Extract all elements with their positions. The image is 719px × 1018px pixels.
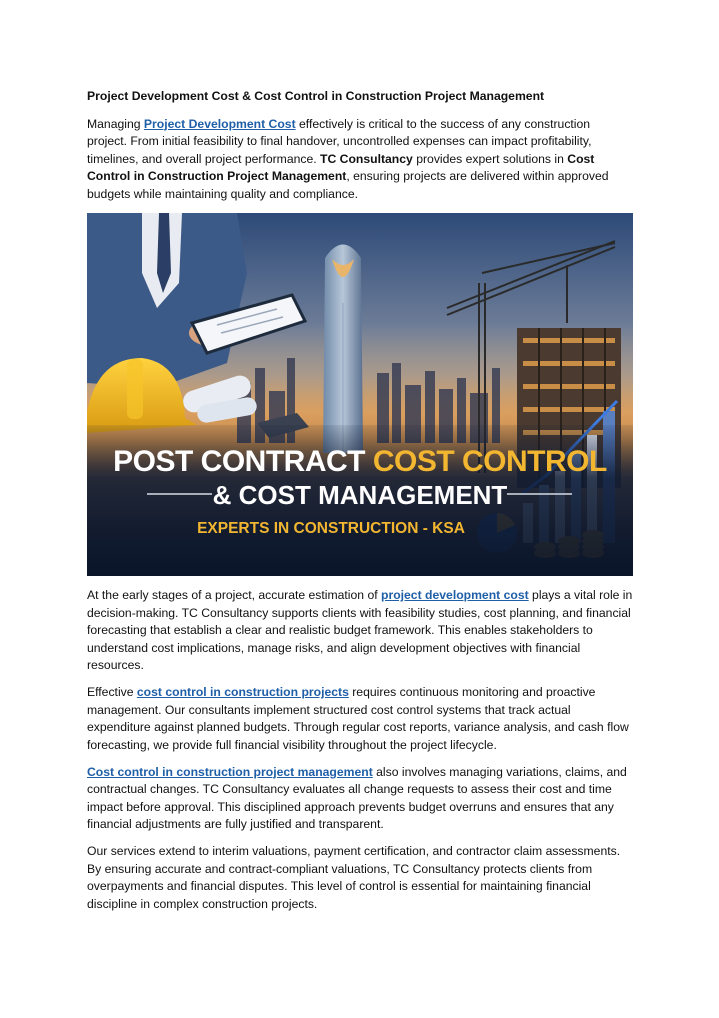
- project-development-cost-link[interactable]: Project Development Cost: [143, 116, 296, 131]
- kingdom-tower: [323, 245, 363, 454]
- page-title: Project Development Cost & Cost Control in Construction Project Management: [87, 89, 545, 103]
- banner-line1-white: POST CONTRACT: [113, 445, 373, 478]
- variations-text-1: also involves managing variations, claims, and contractual changes. TC Consultancy evaluates all change requests to assess their cost and time impact before approval. This disciplined approach prevents budget overruns and ensures that any financial adjustments are fully justified and transparent.: [87, 764, 627, 831]
- cost-control-management-link[interactable]: Cost control in construction project management: [87, 764, 373, 779]
- banner-line2: & COST MANAGEMENT: [212, 480, 508, 510]
- variations-paragraph: [87, 764, 633, 834]
- intro-text-2: effectively is critical to the success of any construction project. From initial feasibility to final handover, uncontrolled expenses can impact profitability, timelines, and overall project performance.: [87, 116, 592, 166]
- banner-image: [87, 213, 633, 576]
- cost-control-projects-link[interactable]: cost control in construction projects: [136, 685, 349, 699]
- monitoring-paragraph: [87, 684, 633, 754]
- estimation-paragraph: [87, 587, 633, 675]
- banner-line1-gold: COST CONTROL: [372, 445, 607, 478]
- intro-text-4: , ensuring projects are delivered within approved budgets while maintaining quality and compliance.: [87, 169, 609, 201]
- engineer-figure: [87, 213, 247, 388]
- monitoring-text-2: requires continuous monitoring and proactive management. Our consultants implement structured cost control systems that track actual expenditure against planned budgets. Through regular cost reports, variance analysis, and cash flow forecasting, we provide full financial visibility throughout the project lifecycle.: [87, 685, 629, 752]
- project-development-cost-link-2[interactable]: project development cost: [381, 588, 529, 602]
- intro-paragraph: [87, 116, 633, 204]
- company-name-bold: TC Consultancy: [320, 151, 413, 166]
- banner-line3: EXPERTS IN CONSTRUCTION - KSA: [197, 520, 465, 537]
- estimation-text-1: At the early stages of a project, accurate estimation of: [87, 588, 382, 602]
- estimation-text-2: plays a vital role in decision-making. TC Consultancy supports clients with feasibility studies, cost planning, and financial forecasting that establish a clear and realistic budget framework. This enables stakeholders to understand cost implications, manage risks, and align development objectives with financial resources.: [87, 588, 633, 672]
- valuations-paragraph: Our services extend to interim valuations, payment certification, and contractor claim assessments. By ensuring accurate and contract-compliant valuations, TC Consultancy protects clients from overpayments and financial disputes. This level of control is essential for maintaining financial discipline in complex construction projects.: [87, 844, 621, 911]
- service-name-bold: Cost Control in Construction Project Management: [87, 151, 595, 183]
- monitoring-text-1: Effective: [87, 685, 137, 699]
- intro-text-3: provides expert solutions in: [412, 151, 568, 166]
- banner-line1: [113, 445, 607, 478]
- intro-text-1: Managing: [87, 116, 144, 131]
- banner-illustration: [87, 213, 633, 576]
